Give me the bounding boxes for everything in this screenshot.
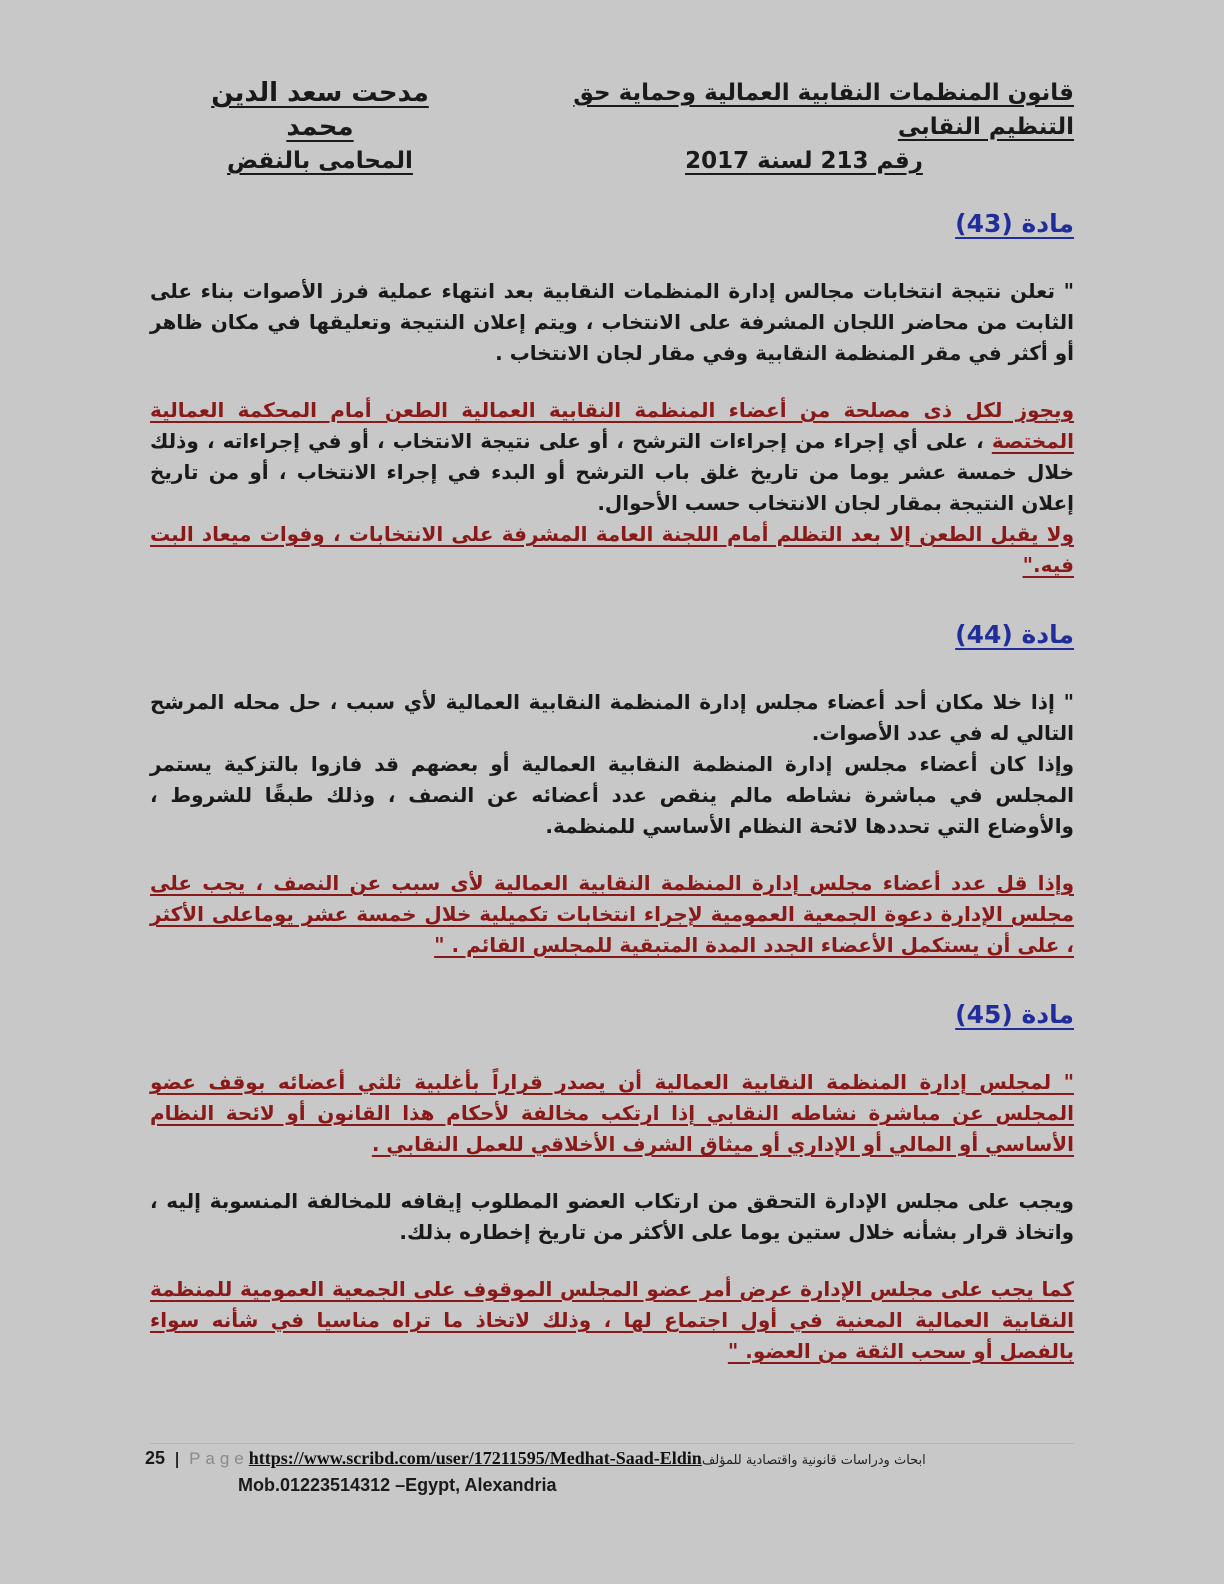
article-44-emphasis: وإذا قل عدد أعضاء مجلس إدارة المنظمة النقابية العمالية لأى سبب عن النصف ، يجب على مجلس الإدارة دعوة الجمعية العمومية لإجراء انتخابات تكميلية خلال خمسة عشر يوماعلى الأكثر ، على أن يستكمل الأعضاء الجدد المدة المتبقية للمجلس القائم . " [150, 871, 1074, 957]
article-43-title: مادة (43) [955, 209, 1074, 238]
document-body [150, 206, 1074, 1393]
author-scribd-link[interactable]: https://www.scribd.com/user/17211595/Medhat-Saad-Eldin [248, 1448, 702, 1468]
law-title: قانون المنظمات النقابية العمالية وحماية حق التنظيم النقابى [573, 80, 1074, 140]
article-43-paragraph-2 [150, 395, 1074, 519]
article-44-title: مادة (44) [955, 620, 1074, 649]
law-number: رقم 213 لسنة 2017 [685, 148, 923, 174]
article-44-paragraph-2: وإذا كان أعضاء مجلس إدارة المنظمة النقابية العمالية أو بعضهم قد فازوا بالتزكية يستمر المجلس في مباشرة نشاطه مالم ينقص عدد أعضائه عن النصف ، وذلك طبقًا للشروط ، والأوضاع التي تحددها لائحة النظام الأساسي للمنظمة. [150, 752, 1074, 838]
article-44-paragraph-1: " إذا خلا مكان أحد أعضاء مجلس إدارة المنظمة النقابية العمالية لأي سبب ، حل محله المرشح التالي له في عدد الأصوات. [150, 690, 1074, 745]
article-43-closing-emphasis: ولا يقبل الطعن إلا بعد التظلم أمام اللجنة العامة المشرفة على الانتخابات ، وفوات ميعاد البت فيه." [150, 522, 1074, 577]
footer-divider [150, 1443, 1074, 1444]
article-45-paragraph-3 [150, 1274, 1074, 1367]
document-header-title [534, 76, 1074, 178]
author-name: مدحت سعد الدين محمد [211, 78, 429, 142]
article-45-closing-emphasis: كما يجب على مجلس الإدارة عرض أمر عضو المجلس الموقوف على الجمعية العمومية للمنظمة النقابية العمالية المعنية في أول اجتماع لها ، وذلك لاتخاذ ما تراه مناسيا في شأنه سواء بالفصل أو سحب الثقة من العضو. " [150, 1277, 1074, 1363]
article-43-paragraph-2-rest: ، على أي إجراء من إجراءات الترشح ، أو على نتيجة الانتخاب ، أو في إجراءاته ، وذلك خلال خمسة عشر يوما من تاريخ غلق باب الترشح أو البدء في إجراء الانتخاب ، أو من تاريخ إعلان النتيجة بمقار لجان الانتخاب حسب الأحوال. [150, 429, 1074, 515]
article-45-paragraph-1 [150, 1067, 1074, 1160]
article-45-emphasis: " لمجلس إدارة المنظمة النقابية العمالية أن يصدر قراراً بأغلبية ثلثي أعضائه بوقف عضو المجلس عن مباشرة نشاطه النقابي إذا ارتكب مخالفة لأحكام هذا القانون أو لائحة النظام الأساسي أو المالي أو الإداري أو ميثاق الشرف الأخلاقي للعمل النقابي . [150, 1070, 1074, 1156]
article-45-title: مادة (45) [955, 1000, 1074, 1029]
footer-contact: Mob.01223514312 –Egypt, Alexandria [238, 1475, 557, 1495]
author-title: المحامى بالنقض [227, 148, 413, 174]
article-43-paragraph-3 [150, 519, 1074, 581]
footer-arabic-note: ابحاث ودراسات قانونية واقتصادية للمؤلف [701, 1453, 926, 1468]
article-43-emphasis: ويجوز لكل ذى مصلحة من أعضاء المنظمة النقابية العمالية الطعن أمام المحكمة العمالية المختصة [150, 398, 1074, 453]
article-45-paragraph-2: ويجب على مجلس الإدارة التحقق من ارتكاب العضو المطلوب إيقافه للمخالفة المنسوبة إليه ، واتخاذ قرار بشأنه خلال ستين يوما على الأكثر من تاريخ إخطاره بذلك. [150, 1189, 1074, 1244]
page-footer [145, 1448, 1075, 1469]
page-label: Page [189, 1449, 249, 1468]
footer-separator: | [174, 1449, 180, 1468]
document-header-author [180, 76, 460, 178]
page-number: 25 [145, 1448, 166, 1468]
article-43-paragraph-1: " تعلن نتيجة انتخابات مجالس إدارة المنظمات النقابية بعد انتهاء عملية فرز الأصوات بناء على الثابت من محاضر اللجان المشرفة على الانتخاب ، ويتم إعلان النتيجة وتعليقها في مكان ظاهر أو أكثر في مقر المنظمة النقابية وفي مقار لجان الانتخاب . [150, 279, 1074, 365]
article-44-paragraph-3 [150, 868, 1074, 961]
